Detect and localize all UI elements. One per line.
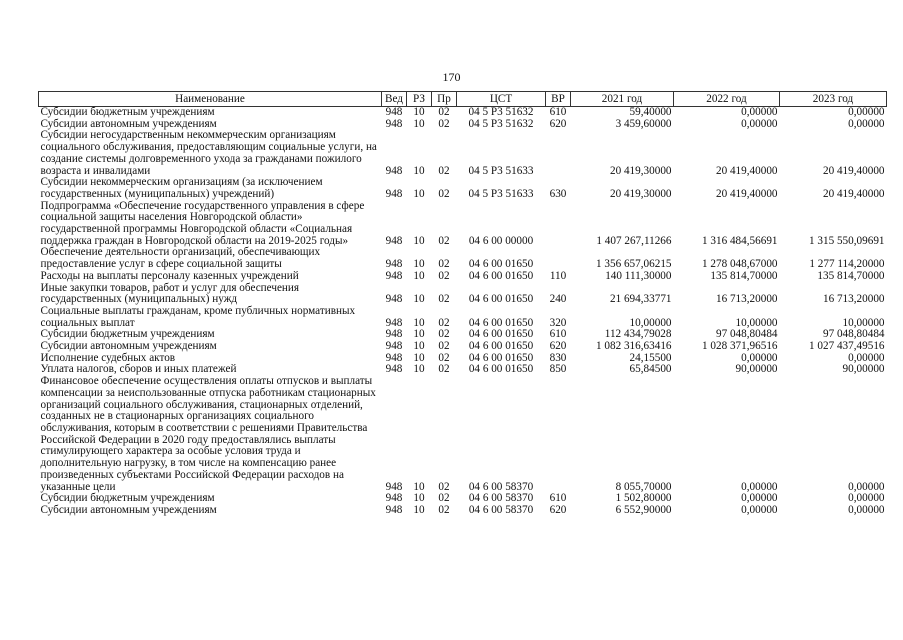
row-amount-2023: 0,00000 [848, 503, 885, 516]
row-pr: 02 [438, 503, 450, 516]
row-name: Подпрограмма «Обеспечение государственного управления в сфере социальной защиты населения Новгородской области» государственной программы Новгородской области «Социальная поддержка граждан в Новгородской области на 2019-2025 годы» [40, 199, 365, 247]
row-vr: 240 [549, 293, 567, 306]
row-name: Субсидии автономным учреждениям [40, 340, 217, 353]
row-amount-2021: 1 356 657,06215 [595, 258, 672, 271]
row-amount-2021: 59,40000 [629, 106, 672, 118]
row-vr [546, 247, 571, 270]
row-amount-2023: 90,00000 [842, 363, 885, 376]
row-amount-2022: 90,00000 [735, 363, 778, 376]
row-amount-2022: 0,00000 [741, 480, 778, 493]
row-ved: 948 [385, 328, 403, 341]
header-name: Наименование [39, 92, 382, 107]
table-row [39, 341, 887, 353]
row-vr: 630 [549, 187, 567, 200]
row-cst: 04 5 P3 51632 [468, 117, 534, 130]
row-ved: 948 [385, 234, 403, 247]
row-amount-2021: 6 552,90000 [615, 503, 672, 516]
row-amount-2022: 16 713,20000 [715, 293, 778, 306]
table-row [39, 271, 887, 283]
row-cst: 04 6 00 01650 [468, 340, 534, 353]
header-cst: ЦСТ [457, 92, 546, 107]
row-rz: 10 [413, 316, 425, 329]
row-vr: 610 [549, 492, 567, 505]
row-name: Обеспечение деятельности организаций, обеспечивающих предоставление услуг в сфере социальной защиты [40, 246, 321, 271]
row-amount-2022: 1 028 371,96516 [701, 340, 778, 353]
row-name: Иные закупки товаров, работ и услуг для обеспечения государственных (муниципальных) нужд [40, 281, 300, 306]
table-row [39, 177, 887, 200]
table-row [39, 130, 887, 177]
row-amount-2021: 20 419,30000 [609, 164, 672, 177]
row-amount-2023: 1 315 550,09691 [808, 234, 885, 247]
row-amount-2021: 21 694,33771 [609, 293, 672, 306]
row-ved: 948 [385, 106, 403, 118]
table-row [39, 376, 887, 493]
row-amount-2022: 1 278 048,67000 [701, 258, 778, 271]
row-amount-2021: 24,15500 [629, 351, 672, 364]
row-amount-2022: 0,00000 [741, 106, 778, 118]
row-amount-2023: 20 419,40000 [822, 187, 885, 200]
row-cst: 04 5 P3 51633 [468, 187, 534, 200]
row-rz: 10 [413, 117, 425, 130]
row-ved: 948 [385, 503, 403, 516]
row-pr: 02 [438, 351, 450, 364]
row-pr: 02 [438, 328, 450, 341]
row-pr: 02 [438, 269, 450, 282]
row-amount-2022: 97 048,80484 [715, 328, 778, 341]
row-rz: 10 [413, 328, 425, 341]
row-pr: 02 [438, 340, 450, 353]
row-cst: 04 6 00 01650 [468, 363, 534, 376]
table-body [39, 107, 887, 517]
row-ved: 948 [385, 316, 403, 329]
row-amount-2021: 8 055,70000 [615, 480, 672, 493]
row-amount-2021: 140 111,30000 [605, 269, 672, 282]
row-pr: 02 [438, 293, 450, 306]
row-name: Исполнение судебных актов [40, 351, 176, 364]
row-name: Субсидии автономным учреждениям [40, 117, 217, 130]
row-name: Уплата налогов, сборов и иных платежей [40, 363, 237, 376]
row-ved: 948 [385, 269, 403, 282]
row-name: Социальные выплаты гражданам, кроме публичных нормативных социальных выплат [40, 304, 356, 329]
header-ved: Вед [382, 92, 407, 107]
budget-table [38, 91, 887, 517]
row-ved: 948 [385, 492, 403, 505]
row-amount-2023: 0,00000 [848, 351, 885, 364]
row-pr: 02 [438, 106, 450, 118]
row-rz: 10 [413, 293, 425, 306]
row-amount-2022: 1 316 484,56691 [701, 234, 778, 247]
row-pr: 02 [438, 117, 450, 130]
row-rz: 10 [413, 340, 425, 353]
row-name: Субсидии бюджетным учреждениям [40, 492, 215, 505]
row-vr: 620 [549, 117, 567, 130]
row-pr: 02 [438, 492, 450, 505]
row-cst: 04 6 00 01650 [468, 269, 534, 282]
table-row [39, 306, 887, 329]
row-rz: 10 [413, 351, 425, 364]
row-ved: 948 [385, 351, 403, 364]
row-cst: 04 6 00 01650 [468, 351, 534, 364]
row-vr: 110 [549, 269, 567, 282]
row-cst: 04 6 00 58370 [468, 503, 534, 516]
row-rz: 10 [413, 234, 425, 247]
row-pr: 02 [438, 187, 450, 200]
row-rz: 10 [413, 106, 425, 118]
row-amount-2023: 135 814,70000 [817, 269, 885, 282]
row-name: Субсидии автономным учреждениям [40, 503, 217, 516]
row-cst: 04 5 P3 51632 [468, 106, 534, 118]
row-amount-2022: 0,00000 [741, 492, 778, 505]
row-amount-2023: 10,00000 [842, 316, 885, 329]
row-pr: 02 [438, 234, 450, 247]
row-cst: 04 6 00 01650 [468, 293, 534, 306]
page-number: 170 [442, 70, 461, 84]
row-amount-2021: 65,84500 [629, 363, 672, 376]
row-vr: 610 [549, 106, 567, 118]
row-name: Расходы на выплаты персоналу казенных учреждений [40, 269, 299, 282]
row-ved: 948 [385, 363, 403, 376]
row-amount-2022: 135 814,70000 [710, 269, 778, 282]
row-vr: 620 [549, 340, 567, 353]
table-row [39, 505, 887, 517]
row-amount-2023: 0,00000 [848, 106, 885, 118]
row-amount-2023: 16 713,20000 [822, 293, 885, 306]
row-pr: 02 [438, 316, 450, 329]
row-vr [546, 376, 571, 493]
row-cst: 04 6 00 01650 [468, 328, 534, 341]
row-cst: 04 6 00 58370 [468, 480, 534, 493]
row-rz: 10 [413, 480, 425, 493]
row-amount-2021: 3 459,60000 [615, 117, 672, 130]
row-vr: 830 [549, 351, 567, 364]
row-amount-2023: 0,00000 [848, 480, 885, 493]
row-rz: 10 [413, 164, 425, 177]
row-amount-2023: 0,00000 [848, 117, 885, 130]
row-ved: 948 [385, 480, 403, 493]
header-2021: 2021 год [571, 92, 674, 107]
row-rz: 10 [413, 269, 425, 282]
row-amount-2021: 1 407 267,11266 [596, 234, 672, 247]
row-ved: 948 [385, 117, 403, 130]
row-rz: 10 [413, 363, 425, 376]
row-vr [546, 201, 571, 248]
table-row [39, 247, 887, 270]
row-cst: 04 6 00 00000 [468, 234, 534, 247]
row-pr: 02 [438, 258, 450, 271]
header-2023: 2023 год [780, 92, 887, 107]
row-vr: 620 [549, 503, 567, 516]
row-pr: 02 [438, 164, 450, 177]
row-ved: 948 [385, 187, 403, 200]
header-row [39, 92, 887, 107]
row-amount-2023: 97 048,80484 [822, 328, 885, 341]
row-amount-2021: 1 502,80000 [615, 492, 672, 505]
row-ved: 948 [385, 293, 403, 306]
row-rz: 10 [413, 503, 425, 516]
row-pr: 02 [438, 480, 450, 493]
row-amount-2021: 10,00000 [629, 316, 672, 329]
row-name: Финансовое обеспечение осуществления оплаты отпусков и выплаты компенсации за неиспользованные отпуска работникам стационарных организаций социального обслуживания, стационарных отделений, созданных не в стационарных организациях социального обслуживания, которым в соответствии с решениями Правительства Российской Федерации в 2020 году предоставлялись выплаты стимулирующего характера за особые условия труда и дополнительную нагрузку, в том числе на компенсацию ранее произведенных субъектами Российской Федерации расходов на указанные цели [40, 375, 376, 493]
row-vr: 850 [549, 363, 567, 376]
row-name: Субсидии негосударственным некоммерческим организациям социального обслуживания, предоставляющим социальные услуги, на создание системы долговременного ухода за гражданами пожилого возраста и инвалидами [40, 129, 377, 177]
row-pr: 02 [438, 363, 450, 376]
header-rz: РЗ [407, 92, 432, 107]
row-amount-2022: 0,00000 [741, 351, 778, 364]
row-rz: 10 [413, 187, 425, 200]
row-ved: 948 [385, 258, 403, 271]
row-cst: 04 5 P3 51633 [468, 164, 534, 177]
row-rz: 10 [413, 492, 425, 505]
row-name: Субсидии бюджетным учреждениям [40, 106, 215, 118]
header-2022: 2022 год [674, 92, 780, 107]
table-row [39, 201, 887, 248]
row-amount-2023: 0,00000 [848, 492, 885, 505]
row-amount-2021: 112 434,79028 [604, 328, 672, 341]
table-row [39, 107, 887, 119]
row-vr [546, 130, 571, 177]
row-amount-2021: 1 082 316,63416 [595, 340, 672, 353]
row-name: Субсидии некоммерческим организациям (за исключением государственных (муниципальных) учреждений) [40, 176, 323, 200]
row-cst: 04 6 00 01650 [468, 258, 534, 271]
row-amount-2022: 10,00000 [735, 316, 778, 329]
row-amount-2023: 1 277 114,20000 [809, 258, 885, 271]
row-amount-2022: 20 419,40000 [715, 187, 778, 200]
row-ved: 948 [385, 164, 403, 177]
row-amount-2022: 20 419,40000 [715, 164, 778, 177]
row-vr: 320 [549, 316, 567, 329]
row-amount-2022: 0,00000 [741, 503, 778, 516]
header-pr: Пр [432, 92, 457, 107]
row-name: Субсидии бюджетным учреждениям [40, 328, 215, 341]
header-vr: ВР [546, 92, 571, 107]
table-row [39, 283, 887, 306]
row-amount-2021: 20 419,30000 [609, 187, 672, 200]
row-cst: 04 6 00 58370 [468, 492, 534, 505]
row-amount-2022: 0,00000 [741, 117, 778, 130]
row-amount-2023: 20 419,40000 [822, 164, 885, 177]
row-vr: 610 [549, 328, 567, 341]
row-amount-2023: 1 027 437,49516 [808, 340, 885, 353]
row-rz: 10 [413, 258, 425, 271]
row-cst: 04 6 00 01650 [468, 316, 534, 329]
row-ved: 948 [385, 340, 403, 353]
